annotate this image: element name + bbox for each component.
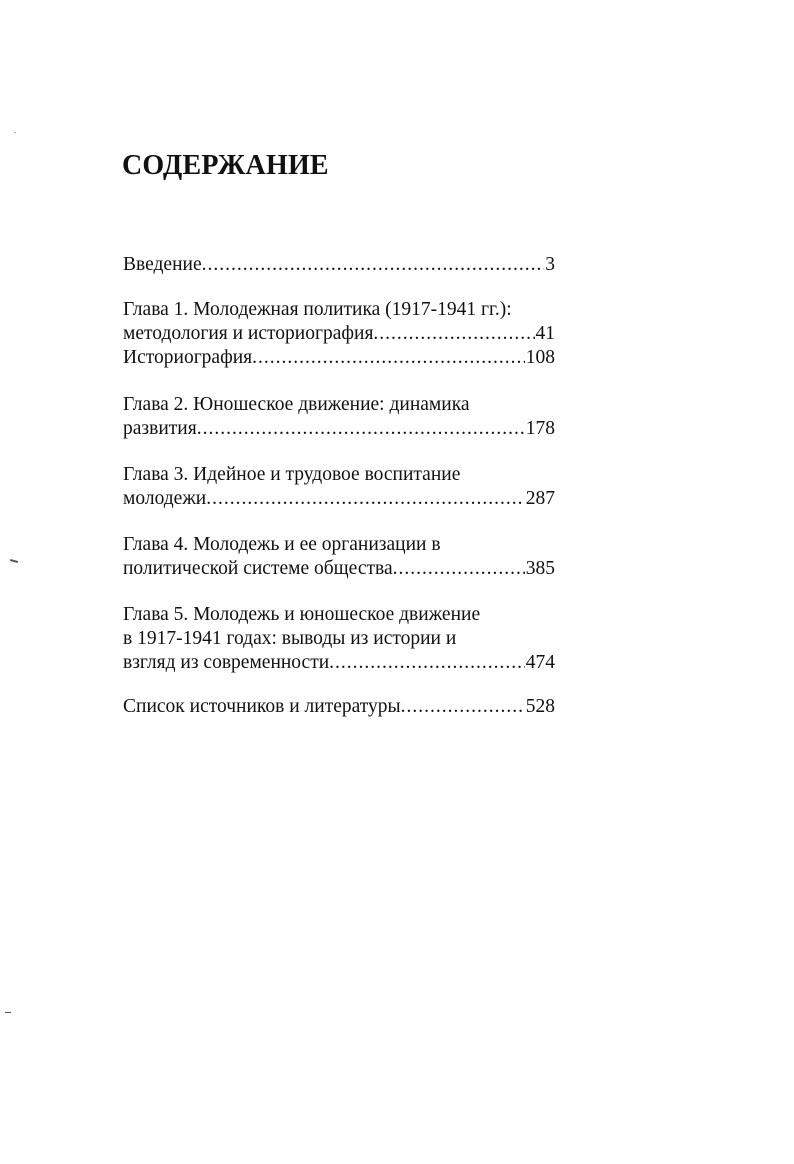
dot-leader — [202, 253, 545, 277]
toc-entry-title: Введение — [123, 254, 202, 275]
toc-entry-title-continued: методология и историография — [123, 323, 374, 344]
toc-entry-title: Глава 4. Молодежь и ее организации в — [123, 534, 441, 555]
dot-leader — [373, 322, 534, 346]
toc-entry-title: Глава 2. Юношеское движение: динамика — [123, 394, 470, 415]
scan-mark — [5, 1012, 11, 1013]
toc-entry-title: Глава 5. Молодежь и юношеское движение — [123, 604, 481, 625]
dot-leader — [206, 487, 525, 511]
toc-entry-bibliography — [123, 695, 555, 719]
toc-line — [123, 253, 555, 277]
toc-entry-title-continued: развития — [123, 418, 197, 439]
toc-page-number: 108 — [525, 347, 555, 368]
toc-line — [123, 557, 555, 581]
toc-entry-title-continued: в 1917-1941 годах: выводы из истории и — [123, 628, 457, 649]
toc-entry-title: Глава 3. Идейное и трудовое воспитание — [123, 464, 461, 485]
toc-line — [123, 417, 555, 441]
toc-entry-chapter-5 — [123, 603, 555, 675]
toc-line — [123, 322, 555, 346]
dot-leader — [197, 417, 525, 441]
toc-entry-title-continued: взгляд из современности — [123, 652, 330, 673]
toc-line — [123, 487, 555, 511]
toc-entry-title: Глава 1. Молодежная политика (1917-1941 гг.): — [123, 299, 512, 320]
toc-entry-chapter-2 — [123, 393, 555, 441]
toc-entry-chapter-1 — [123, 298, 555, 346]
dot-leader — [329, 651, 525, 675]
toc-page-number: 178 — [525, 418, 555, 439]
toc-page-number: 3 — [545, 254, 555, 275]
toc-page-number: 41 — [535, 323, 555, 344]
toc-entry-chapter-4 — [123, 533, 555, 581]
toc-line — [123, 651, 555, 675]
scan-mark — [14, 132, 16, 133]
toc-entry-title: Список источников и литературы — [123, 696, 401, 717]
toc-entry-title-continued: политической системе общества — [123, 558, 393, 579]
toc-entry-historiography — [123, 346, 555, 370]
page-title: СОДЕРЖАНИЕ — [122, 150, 329, 181]
dot-leader — [401, 695, 525, 719]
scan-mark — [10, 559, 18, 563]
toc-page-number: 385 — [525, 558, 555, 579]
toc-entry-introduction — [123, 253, 555, 277]
toc-line — [123, 695, 555, 719]
toc-page-number: 287 — [525, 488, 555, 509]
dot-leader — [393, 557, 525, 581]
toc-page-number: 474 — [525, 652, 555, 673]
toc-line — [123, 346, 555, 370]
toc-entry-title: Историография — [123, 347, 253, 368]
toc-entry-chapter-3 — [123, 463, 555, 511]
toc-page-number: 528 — [525, 696, 555, 717]
toc-entry-title-continued: молодежи — [123, 488, 207, 509]
dot-leader — [252, 346, 525, 370]
